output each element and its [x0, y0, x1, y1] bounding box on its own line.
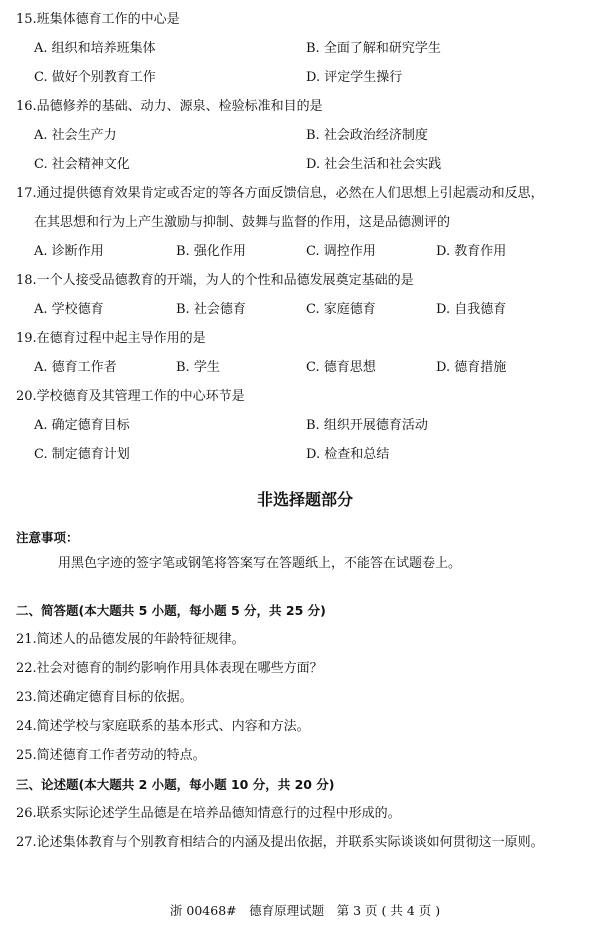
question-15-option-c: C. 做好个别教育工作	[34, 70, 156, 85]
question-20-option-d: D. 检查和总结	[306, 447, 390, 462]
notice-text: 用黑色字迹的签字笔或钢笔将答案写在答题纸上，不能答在试题卷上。	[58, 556, 462, 571]
question-19-stem: 19.在德育过程中起主导作用的是	[16, 331, 206, 346]
short-answer-heading: 二、简答题(本大题共 5 小题，每小题 5 分，共 25 分)	[16, 603, 326, 618]
question-20-option-c: C. 制定德育计划	[34, 447, 130, 462]
question-27: 27.论述集体教育与个别教育相结合的内涵及提出依据，并联系实际谈谈如何贯彻这一原则。	[16, 835, 544, 850]
question-22: 22.社会对德育的制约影响作用具体表现在哪些方面？	[16, 661, 323, 676]
question-18-stem: 18.一个人接受品德教育的开端，为人的个性和品德发展奠定基础的是	[16, 273, 414, 288]
question-15-option-b: B. 全面了解和研究学生	[306, 41, 441, 56]
question-16-option-c: C. 社会精神文化	[34, 157, 130, 172]
part-title: 非选择题部分	[256, 490, 353, 509]
question-17-option-b: B. 强化作用	[176, 244, 246, 259]
question-19-option-b: B. 学生	[176, 360, 220, 375]
question-20-stem: 20.学校德育及其管理工作的中心环节是	[16, 389, 245, 404]
question-19-option-c: C. 德育思想	[306, 360, 376, 375]
question-15-option-a: A. 组织和培养班集体	[34, 41, 156, 56]
question-18-option-b: B. 社会德育	[176, 302, 246, 317]
question-17-stem: 17.通过提供德育效果肯定或否定的等各方面反馈信息，必然在人们思想上引起震动和反思，	[16, 186, 544, 201]
question-17-option-c: C. 调控作用	[306, 244, 376, 259]
question-18-option-c: C. 家庭德育	[306, 302, 376, 317]
question-16-option-a: A. 社会生产力	[34, 128, 117, 143]
question-23: 23.简述确定德育目标的依据。	[16, 690, 193, 705]
notice-heading: 注意事项：	[16, 530, 79, 545]
question-24: 24.简述学校与家庭联系的基本形式、内容和方法。	[16, 719, 310, 734]
question-15-stem: 15.班集体德育工作的中心是	[16, 12, 180, 27]
page-footer: 浙 00468# 德育原理试题 第 3 页 ( 共 4 页 )	[169, 903, 441, 918]
essay-heading: 三、论述题(本大题共 2 小题，每小题 10 分，共 20 分)	[16, 777, 335, 792]
question-17-option-a: A. 诊断作用	[34, 244, 104, 259]
question-16-stem: 16.品德修养的基础、动力、源泉、检验标准和目的是	[16, 99, 323, 114]
question-15-option-d: D. 评定学生操行	[306, 70, 403, 85]
question-19-option-d: D. 德育措施	[436, 360, 507, 375]
question-18-option-d: D. 自我德育	[436, 302, 507, 317]
question-16-option-d: D. 社会生活和社会实践	[306, 157, 442, 172]
question-21: 21.简述人的品德发展的年龄特征规律。	[16, 632, 245, 647]
question-25: 25.简述德育工作者劳动的特点。	[16, 748, 206, 763]
question-20-option-a: A. 确定德育目标	[34, 418, 130, 433]
question-16-option-b: B. 社会政治经济制度	[306, 128, 428, 143]
question-18-option-a: A. 学校德育	[34, 302, 104, 317]
question-19-option-a: A. 德育工作者	[34, 360, 117, 375]
question-17-option-d: D. 教育作用	[436, 244, 507, 259]
question-17-stem-continued: 在其思想和行为上产生激励与抑制、鼓舞与监督的作用，这是品德测评的	[34, 215, 451, 230]
question-20-option-b: B. 组织开展德育活动	[306, 418, 428, 433]
question-26: 26.联系实际论述学生品德是在培养品德知情意行的过程中形成的。	[16, 806, 401, 821]
